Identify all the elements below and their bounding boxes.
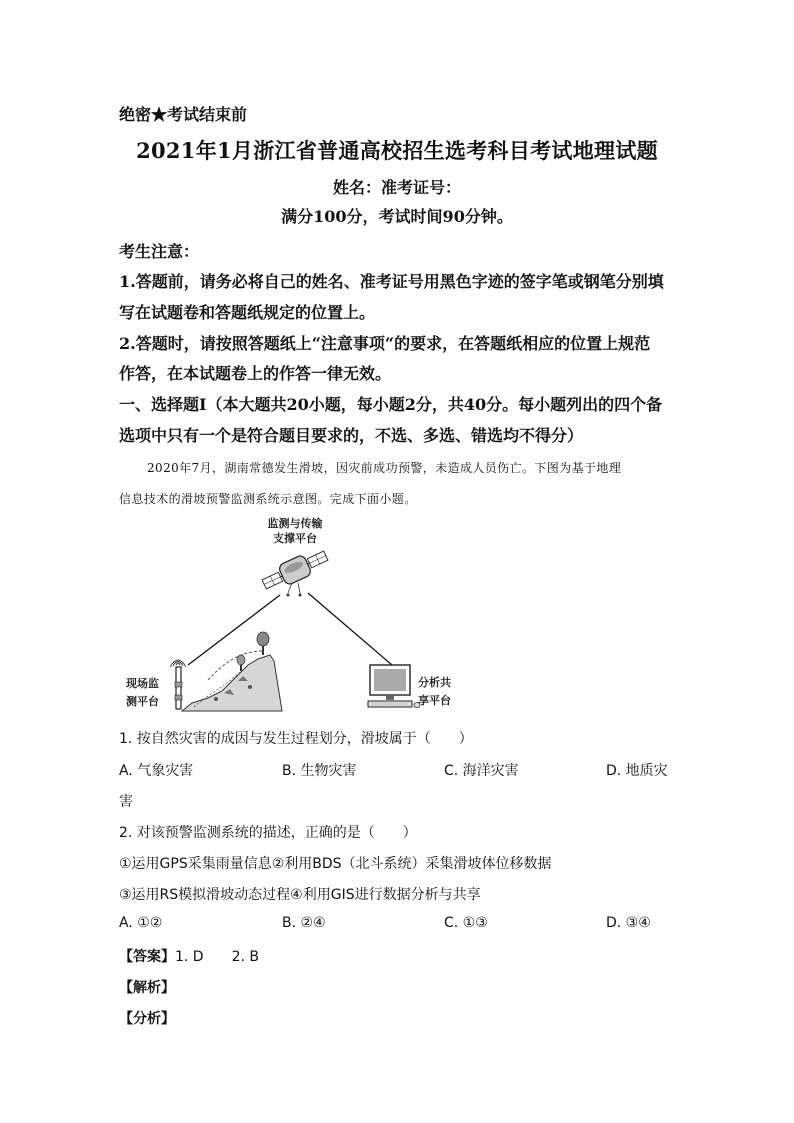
notice-heading: 考生注意：	[119, 242, 200, 261]
question-1-option-b[interactable]: B. 生物灾害	[282, 763, 357, 779]
notice-item2-line2: 作答，在本试题卷上的作答一律无效。	[119, 364, 392, 383]
diagram-top-label-2: 支撑平台	[273, 532, 317, 545]
passage-line2: 信息技术的滑坡预警监测系统示意图。完成下面小题。	[119, 492, 417, 506]
question-2-option-a[interactable]: A. ①②	[119, 915, 163, 931]
diagram-left-label-1: 现场监	[126, 677, 159, 690]
monitoring-station-icon	[170, 660, 186, 709]
score-time-line: 满分100分，考试时间90分钟。	[281, 207, 513, 226]
question-1-option-a[interactable]: A. 气象灾害	[119, 763, 194, 779]
link-line-left	[188, 595, 280, 665]
satellite-icon	[260, 546, 331, 597]
question-2-option-c[interactable]: C. ①③	[444, 915, 488, 931]
question-2-option-b[interactable]: B. ②④	[282, 915, 326, 931]
confidential-label: 绝密★考试结束前	[119, 105, 248, 124]
notice-item1-line2: 写在试题卷和答题纸规定的位置上。	[119, 303, 376, 322]
diagram-left-label-2: 测平台	[126, 695, 159, 708]
passage-line1: 2020年7月，湖南常德发生滑坡，因灾前成功预警，未造成人员伤亡。下图为基于地理	[147, 461, 622, 475]
landslide-monitoring-diagram	[120, 515, 480, 715]
diagram-right-label-1: 分析共	[418, 676, 451, 689]
landslide-slope-illustration	[182, 632, 282, 711]
question-2-statement-line2: ③运用RS模拟滑坡动态过程④利用GIS进行数据分析与共享	[119, 887, 481, 903]
link-line-right	[308, 593, 392, 665]
diagram-right-label-2: 享平台	[418, 694, 451, 707]
section-heading-line2: 选项中只有一个是符合题目要求的，不选、多选、错选均不得分）	[119, 426, 584, 445]
section-heading-line1: 一、选择题Ⅰ（本大题共20小题，每小题2分，共40分。每小题列出的四个备	[119, 395, 663, 414]
fenxi-label: 【分析】	[119, 1011, 175, 1027]
question-2-option-d[interactable]: D. ③④	[606, 915, 651, 931]
analysis-label: 【解析】	[119, 980, 175, 996]
answer-label: 【答案】	[119, 949, 175, 965]
notice-item2-line1: 2.答题时，请按照答题纸上“注意事项“的要求，在答题纸相应的位置上规范	[119, 334, 651, 353]
notice-item1-line1: 1.答题前，请务必将自己的姓名、准考证号用黑色字迹的签字笔或钢笔分别填	[119, 272, 664, 291]
answer-values: 1. D 2. B	[175, 949, 259, 965]
question-2-statement-line1: ①运用GPS采集雨量信息②利用BDS（北斗系统）采集滑坡体位移数据	[119, 856, 552, 872]
question-2-stem: 2. 对该预警监测系统的描述，正确的是（ ）	[119, 825, 417, 841]
question-1-option-d-wrap: 害	[119, 794, 133, 810]
name-id-line: 姓名：准考证号：	[332, 178, 461, 197]
question-1-stem: 1. 按自然灾害的成因与发生过程划分，滑坡属于（ ）	[119, 731, 473, 747]
computer-icon	[368, 665, 420, 708]
answer-line	[119, 946, 259, 966]
exam-title: 2021年1月浙江省普通高校招生选考科目考试地理试题	[136, 138, 658, 163]
diagram-top-label-1: 监测与传输	[267, 517, 323, 530]
question-1-option-d[interactable]: D. 地质灾	[606, 763, 668, 779]
question-1-option-c[interactable]: C. 海洋灾害	[444, 763, 519, 779]
